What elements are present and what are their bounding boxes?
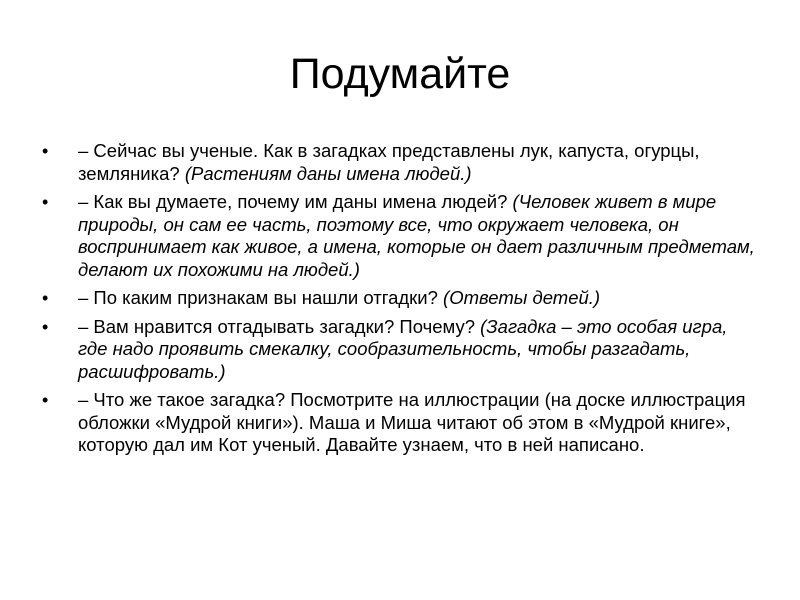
bullet-icon: •: [42, 316, 49, 337]
bullet-question-5: – Что же такое загадка? Посмотрите на иллюстрации (на доске иллюстрация обложки «Мудрой книги»). Маша и Миша читают об этом в «Мудрой книге», которую дал им Кот ученый. Давайте узнаем, что в ней написано.: [78, 389, 746, 455]
bullet-question-4: – Вам нравится отгадывать загадки? Почему?: [78, 315, 481, 337]
bullet-icon: •: [42, 390, 49, 410]
bullet-item-2: [40, 191, 760, 281]
bullet-question-3: – По каким признакам вы нашли отгадки?: [78, 287, 444, 308]
bullet-answer-2: (Человек живет в мире природы, он сам ее часть, поэтому все, что окружает человека, он воспринимает как живое, а имена, которые он дает различным предметам, делают их похожими на людей.): [78, 191, 755, 280]
bullet-item-1: [40, 140, 760, 185]
bullet-answer-1: (Растениям даны имена людей.): [184, 162, 472, 184]
bullet-question-2: – Как вы думаете, почему им даны имена людей?: [78, 191, 513, 212]
bullet-item-5: [40, 389, 760, 457]
bullet-icon: •: [42, 288, 49, 308]
bullet-icon: •: [42, 141, 49, 161]
bullet-question-1: – Сейчас вы ученые. Как в загадках представлены лук, капуста, огурцы, земляника?: [78, 140, 700, 184]
bullet-answer-4: (Загадка – это особая игра, где надо проявить смекалку, сообразительность, чтобы разгадать, расшифровать.): [78, 315, 728, 382]
bullet-item-3: [40, 287, 760, 310]
bullet-list: [40, 140, 760, 463]
bullet-item-4: [40, 316, 760, 384]
bullet-icon: •: [42, 192, 49, 212]
bullet-answer-3: (Ответы детей.): [443, 287, 601, 308]
slide-title: Подумайте: [289, 50, 511, 98]
